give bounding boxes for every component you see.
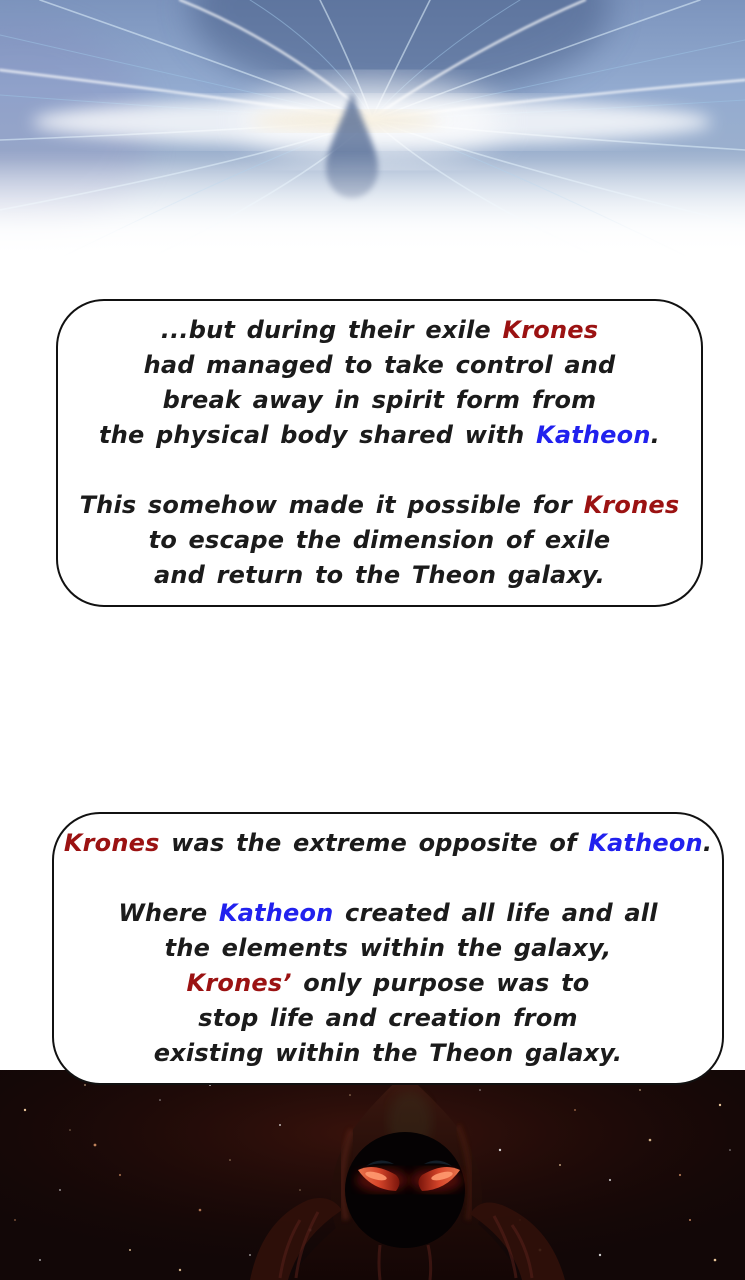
bubble-text-line [54,966,722,1001]
bubble-text-line [58,383,701,418]
bubble-text-line [54,896,722,931]
character-name-krones: Krones’ [186,969,292,997]
character-name-katheon: Katheon [218,899,334,927]
bubble-text-line [58,488,701,523]
fade-to-white [0,150,745,258]
bubble-text-line [54,1036,722,1071]
character-name-krones: Krones [63,829,160,857]
bubble-text-line [54,931,722,966]
narration-text: and return to the Theon galaxy. [154,561,605,589]
character-name-katheon: Katheon [536,421,651,449]
narration-text: Where [118,899,219,927]
bubble-text-line [54,1001,722,1036]
narration-text: only purpose was to [291,969,590,997]
narration-text: This somehow made it possible for [79,491,584,519]
bubble-text-line [58,418,701,453]
bubble-text-line [58,313,701,348]
bubble-text-line [58,348,701,383]
bubble-text-line [58,558,701,593]
narration-text: . [650,421,660,449]
bubble-line-gap [54,861,722,896]
narration-bubble-1 [56,299,703,607]
narration-text: break away in spirit form from [162,386,597,414]
character-name-katheon: Katheon [588,829,703,857]
narration-text: had managed to take control and [143,351,616,379]
narration-text: the elements within the galaxy, [164,934,612,962]
bubble-line-gap [58,453,701,488]
cosmic-burst-panel [0,0,745,258]
hooded-figure-artwork [0,1070,745,1280]
bubble-text-line [54,826,722,861]
character-name-krones: Krones [502,316,599,344]
narration-text: was the extreme opposite of [159,829,589,857]
narration-text: ...but during their exile [160,316,503,344]
character-name-krones: Krones [583,491,680,519]
narration-text: stop life and creation from [198,1004,578,1032]
narration-text: existing within the Theon galaxy. [153,1039,623,1067]
narration-text: the physical body shared with [99,421,537,449]
narration-text: . [702,829,713,857]
bubble-text-line [58,523,701,558]
narration-text: to escape the dimension of exile [148,526,611,554]
narration-text: created all life and all [333,899,658,927]
narration-bubble-2 [52,812,724,1085]
villain-panel [0,1070,745,1280]
cosmic-burst-artwork [0,0,745,258]
